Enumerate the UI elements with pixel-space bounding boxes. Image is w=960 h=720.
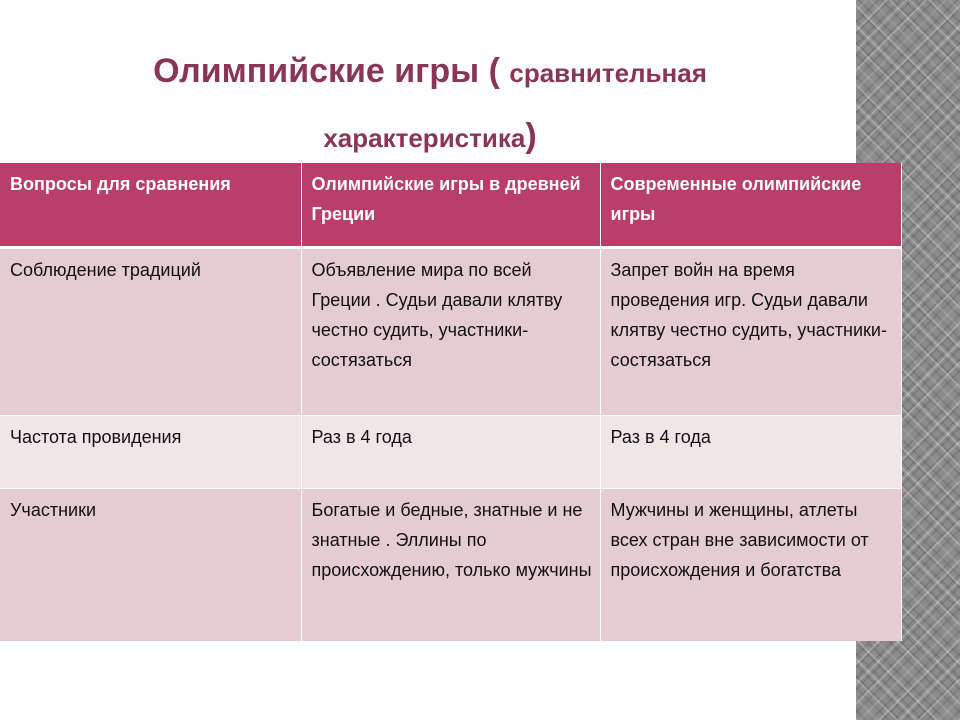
title-main: Олимпийские игры (	[153, 52, 510, 90]
table-row	[0, 416, 901, 489]
table-row	[0, 489, 901, 642]
table-cell: Участники	[0, 489, 301, 642]
table-cell: Объявление мира по всей Греции . Судьи давали клятву честно судить, участники- состязаться	[301, 248, 600, 416]
header-cell-ancient: Олимпийские игры в древней Греции	[301, 163, 600, 248]
table-cell: Раз в 4 года	[301, 416, 600, 489]
header-cell-questions: Вопросы для сравнения	[0, 163, 301, 248]
table-cell: Частота провидения	[0, 416, 301, 489]
title-close-paren: )	[525, 117, 537, 155]
table-cell: Мужчины и женщины, атлеты всех стран вне зависимости от происхождения и богатства	[600, 489, 901, 642]
header-cell-modern: Современные олимпийские игры	[600, 163, 901, 248]
table-cell: Богатые и бедные, знатные и не знатные . Эллины по происхождению, только мужчины	[301, 489, 600, 642]
table-cell: Соблюдение традиций	[0, 248, 301, 416]
table-row	[0, 248, 901, 416]
slide-title	[0, 42, 860, 172]
table-cell: Раз в 4 года	[600, 416, 901, 489]
comparison-table	[0, 163, 902, 641]
table-header-row	[0, 163, 901, 248]
table-cell: Запрет войн на время проведения игр. Судьи давали клятву честно судить, участники- состязаться	[600, 248, 901, 416]
title-sub-1: сравнительная	[509, 58, 707, 88]
title-sub-2: характеристика	[323, 123, 526, 153]
